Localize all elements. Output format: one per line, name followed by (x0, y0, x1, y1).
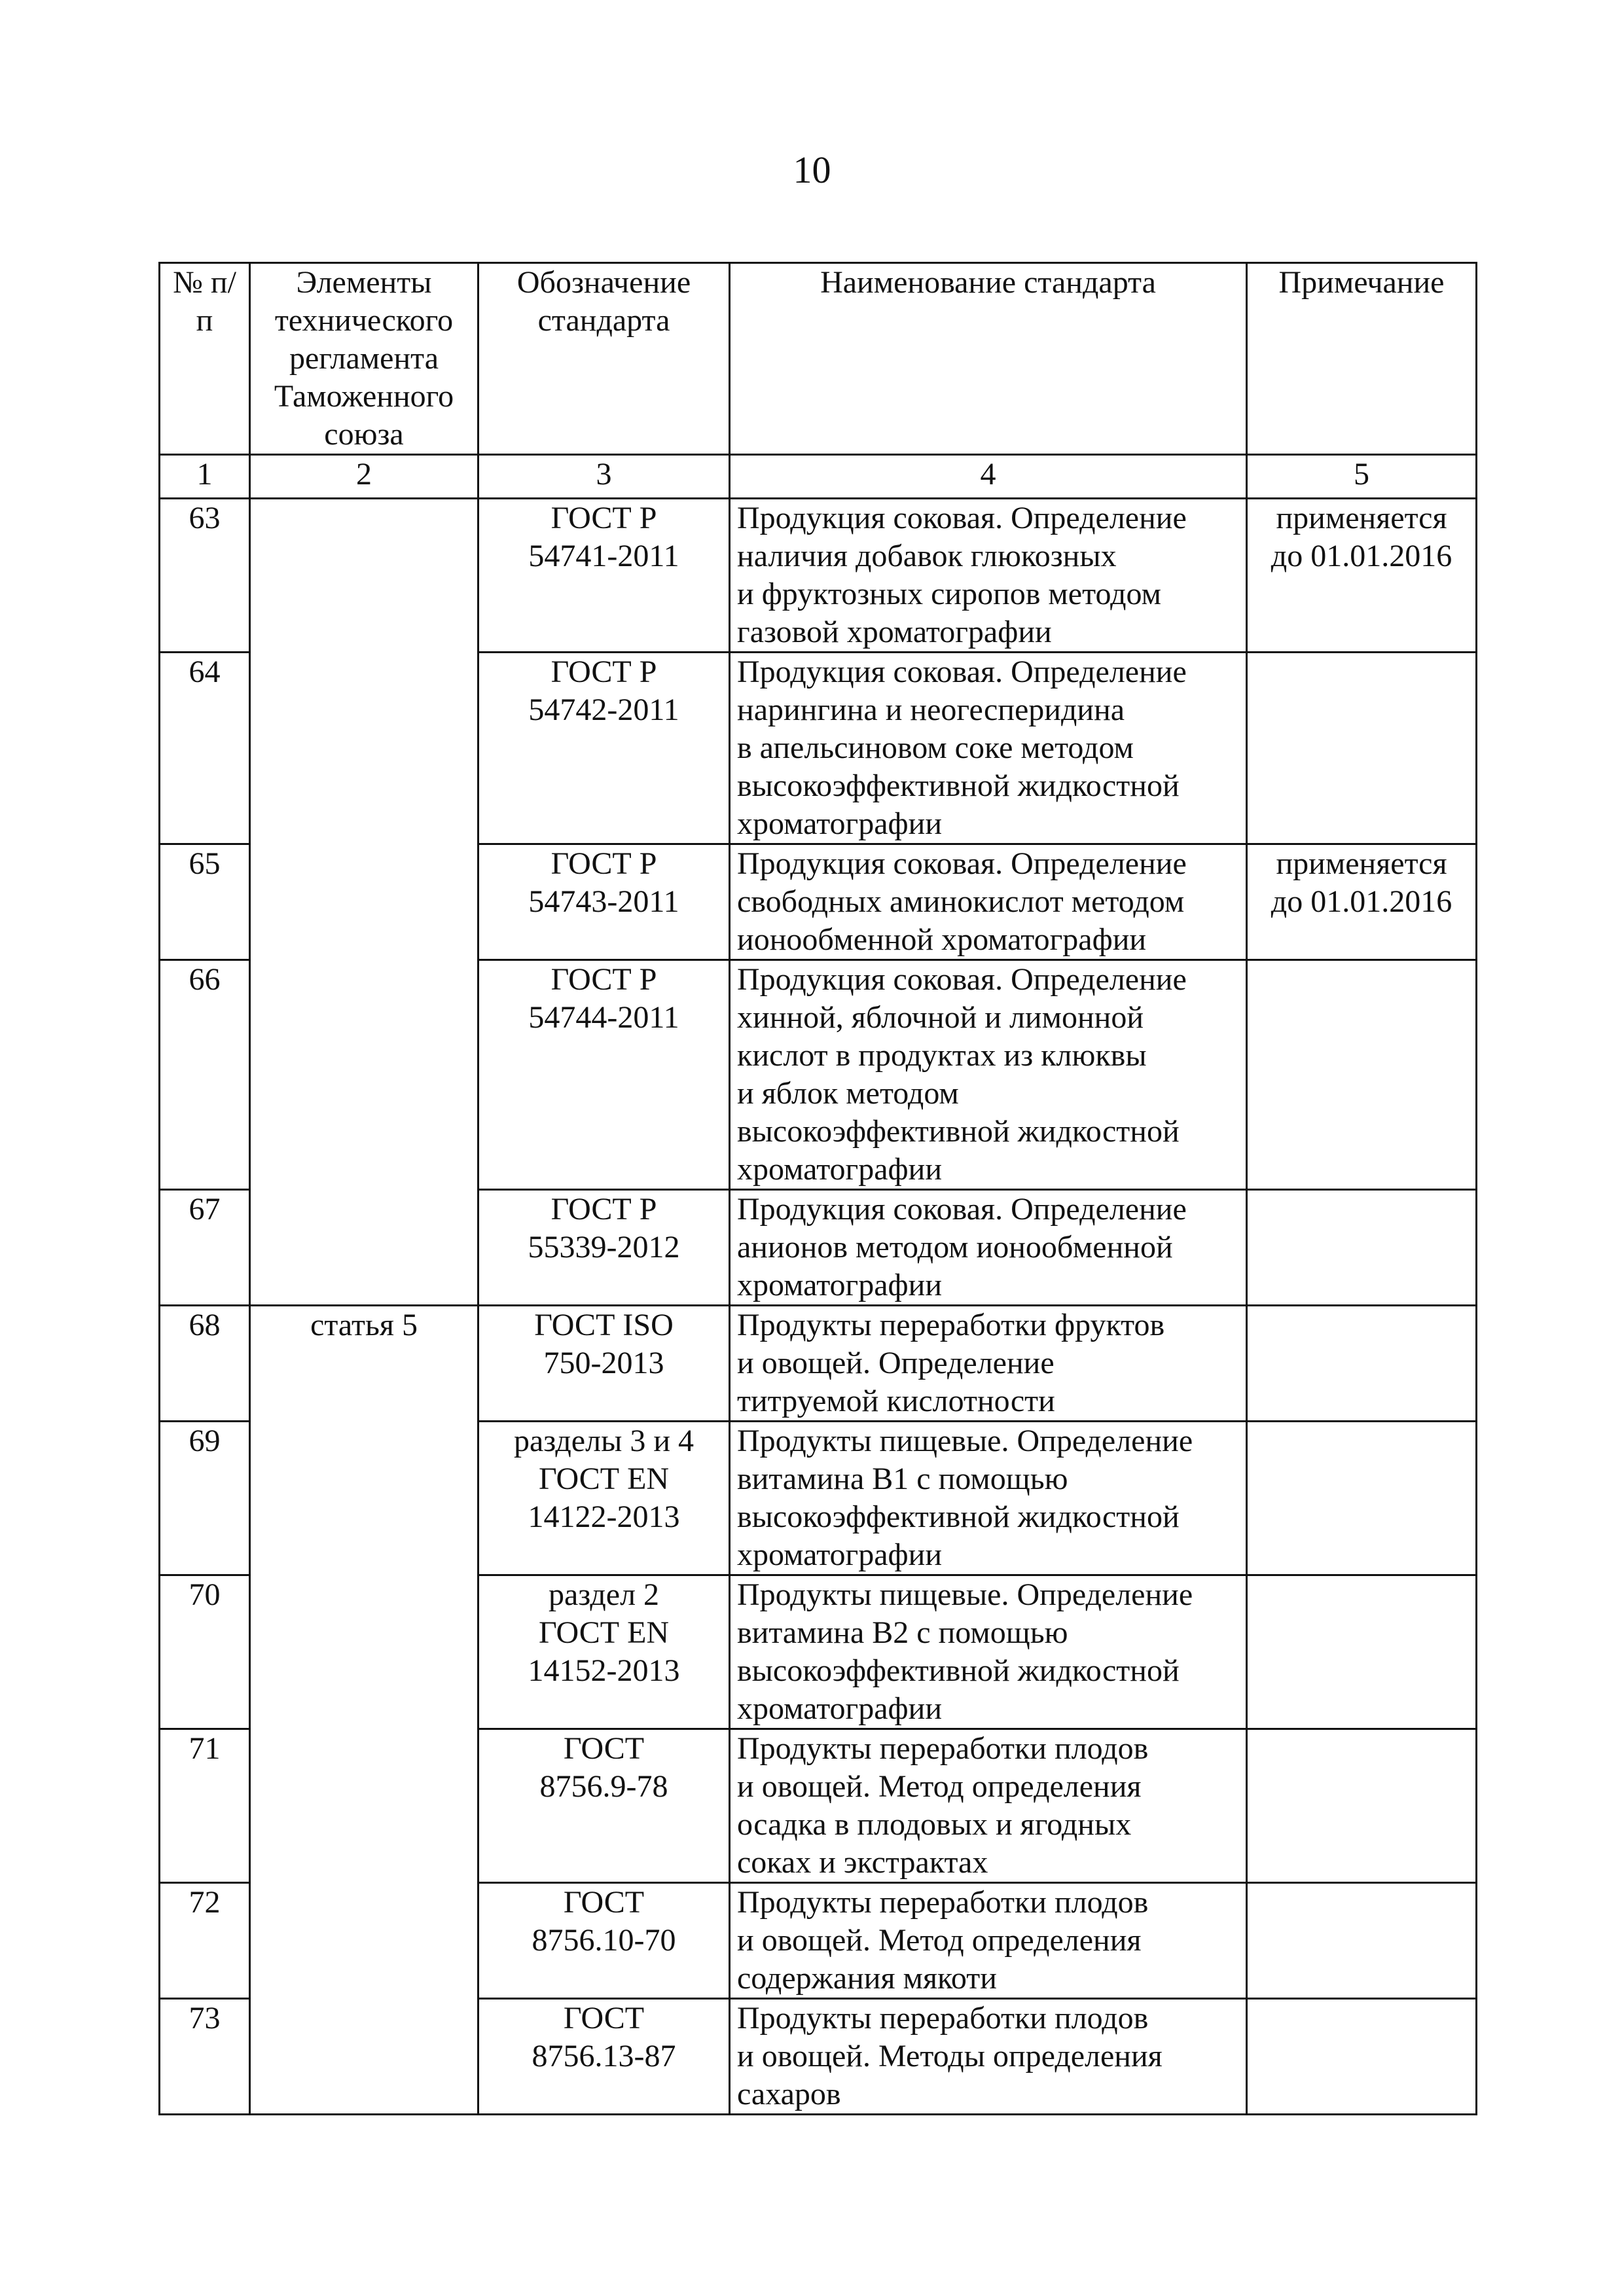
cell-line: осадка в плодовых и ягодных (737, 1807, 1132, 1842)
cell-line: и овощей. Метод определения (737, 1769, 1142, 1804)
cell-line: хинной, яблочной и лимонной (737, 1000, 1144, 1035)
regulation-element: статья 5 (250, 1306, 478, 2115)
cell-line: анионов методом ионообменной (737, 1230, 1173, 1265)
table-row (160, 1306, 1477, 1422)
standard-note (1247, 1575, 1477, 1729)
cell-line: и овощей. Определение (737, 1346, 1055, 1380)
standard-note (1247, 1729, 1477, 1883)
cell-line: 14122-2013 (528, 1499, 680, 1534)
cell-line: Продукция соковая. Определение (737, 846, 1187, 881)
cell-line: содержания мякоти (737, 1961, 997, 1996)
page-number: 10 (793, 149, 831, 191)
cell-line: 750-2013 (543, 1346, 664, 1380)
standard-name (730, 1190, 1247, 1306)
row-number: 72 (160, 1883, 250, 1999)
standard-name (730, 499, 1247, 653)
cell-line: ГОСТ (563, 2001, 645, 2036)
cell-line: ГОСТ (563, 1885, 645, 1920)
cell-line: Продукция соковая. Определение (737, 501, 1187, 535)
header-standard-name: Наименование стандарта (730, 263, 1247, 455)
column-number: 5 (1247, 455, 1477, 499)
standard-designation (478, 1729, 730, 1883)
cell-line: 54744-2011 (528, 1000, 679, 1035)
standard-designation (478, 1883, 730, 1999)
row-number: 69 (160, 1422, 250, 1575)
standard-designation (478, 960, 730, 1190)
cell-line: применяется (1276, 846, 1447, 881)
cell-line: 54742-2011 (528, 692, 679, 727)
cell-line: и яблок методом (737, 1076, 959, 1111)
cell-line: в апельсиновом соке методом (737, 730, 1134, 765)
cell-line: витамина В2 с помощью (737, 1615, 1068, 1650)
cell-line: высокоэффективной жидкостной (737, 1653, 1180, 1688)
standard-designation (478, 653, 730, 844)
standard-designation (478, 1306, 730, 1422)
cell-line: до 01.01.2016 (1271, 884, 1453, 919)
cell-line: 14152-2013 (528, 1653, 680, 1688)
header-number: № п/п (160, 263, 250, 455)
column-number: 2 (250, 455, 478, 499)
header-note: Примечание (1247, 263, 1477, 455)
cell-line: ГОСТ Р (550, 1192, 657, 1227)
standard-designation (478, 1575, 730, 1729)
cell-line: 8756.9-78 (539, 1769, 668, 1804)
standard-name (730, 1729, 1247, 1883)
cell-line: высокоэффективной жидкостной (737, 1499, 1180, 1534)
row-number: 70 (160, 1575, 250, 1729)
standard-note (1247, 1999, 1477, 2115)
table-body (160, 499, 1477, 2115)
standard-name (730, 960, 1247, 1190)
column-number: 4 (730, 455, 1247, 499)
cell-line: ГОСТ Р (550, 962, 657, 997)
standard-note (1247, 1883, 1477, 1999)
row-number: 68 (160, 1306, 250, 1422)
header-elements: Элементы технического регламента Таможенного союза (250, 263, 478, 455)
cell-line: 54743-2011 (528, 884, 679, 919)
cell-line: наличия добавок глюкозных (737, 539, 1117, 573)
standard-designation (478, 499, 730, 653)
cell-line: газовой хроматографии (737, 615, 1052, 649)
cell-line: кислот в продуктах из клюквы (737, 1038, 1147, 1073)
cell-line: 55339-2012 (528, 1230, 680, 1265)
cell-line: применяется (1276, 501, 1447, 535)
cell-line: 8756.10-70 (532, 1923, 676, 1958)
cell-line: Продукция соковая. Определение (737, 1192, 1187, 1227)
standard-note (1247, 1422, 1477, 1575)
standard-name (730, 1422, 1247, 1575)
cell-line: до 01.01.2016 (1271, 539, 1453, 573)
cell-line: Продукты пищевые. Определение (737, 1424, 1193, 1458)
standard-name (730, 1999, 1247, 2115)
row-number: 67 (160, 1190, 250, 1306)
cell-line: хроматографии (737, 1691, 943, 1726)
cell-line: ГОСТ Р (550, 655, 657, 689)
cell-line: Продукты переработки фруктов (737, 1308, 1165, 1342)
cell-line: и овощей. Метод определения (737, 1923, 1142, 1958)
standard-designation (478, 1999, 730, 2115)
standard-designation (478, 844, 730, 960)
standard-note (1247, 1306, 1477, 1422)
cell-line: раздел 2 (548, 1577, 660, 1612)
row-number: 63 (160, 499, 250, 653)
cell-line: высокоэффективной жидкостной (737, 1114, 1180, 1149)
cell-line: ионообменной хроматографии (737, 922, 1147, 957)
cell-line: соках и экстрактах (737, 1845, 988, 1880)
cell-line: ГОСТ Р (550, 846, 657, 881)
cell-line: хроматографии (737, 1268, 943, 1302)
standard-note (1247, 653, 1477, 844)
cell-line: Продукты переработки плодов (737, 1731, 1149, 1766)
cell-line: ГОСТ (563, 1731, 645, 1766)
standard-name (730, 1575, 1247, 1729)
standard-designation (478, 1190, 730, 1306)
cell-line: хроматографии (737, 1537, 943, 1572)
row-number: 65 (160, 844, 250, 960)
standards-table (158, 262, 1477, 2115)
cell-line: и овощей. Методы определения (737, 2039, 1163, 2073)
cell-line: 8756.13-87 (532, 2039, 676, 2073)
cell-line: ГОСТ EN (538, 1615, 670, 1650)
column-number: 1 (160, 455, 250, 499)
row-number: 73 (160, 1999, 250, 2115)
cell-line: 54741-2011 (528, 539, 679, 573)
cell-line: высокоэффективной жидкостной (737, 768, 1180, 803)
cell-line: Продукты пищевые. Определение (737, 1577, 1193, 1612)
standard-note (1247, 844, 1477, 960)
cell-line: нарингина и неогесперидина (737, 692, 1125, 727)
standard-note (1247, 499, 1477, 653)
standard-name (730, 844, 1247, 960)
cell-line: Продукты переработки плодов (737, 1885, 1149, 1920)
regulation-element (250, 499, 478, 1306)
row-number: 71 (160, 1729, 250, 1883)
standard-note (1247, 1190, 1477, 1306)
standard-designation (478, 1422, 730, 1575)
cell-line: хроматографии (737, 1152, 943, 1187)
column-number: 3 (478, 455, 730, 499)
standard-name (730, 1306, 1247, 1422)
standard-note (1247, 960, 1477, 1190)
cell-line: ГОСТ ISO (534, 1308, 674, 1342)
cell-line: титруемой кислотности (737, 1384, 1055, 1418)
cell-line: витамина В1 с помощью (737, 1462, 1068, 1496)
cell-line: Продукция соковая. Определение (737, 962, 1187, 997)
row-number: 64 (160, 653, 250, 844)
cell-line: и фруктозных сиропов методом (737, 577, 1161, 611)
row-number: 66 (160, 960, 250, 1190)
cell-line: ГОСТ EN (538, 1462, 670, 1496)
cell-line: Продукты переработки плодов (737, 2001, 1149, 2036)
cell-line: хроматографии (737, 806, 943, 841)
cell-line: свободных аминокислот методом (737, 884, 1185, 919)
cell-line: ГОСТ Р (550, 501, 657, 535)
cell-line: разделы 3 и 4 (513, 1424, 694, 1458)
table-row (160, 499, 1477, 653)
cell-line: сахаров (737, 2077, 841, 2111)
cell-line: Продукция соковая. Определение (737, 655, 1187, 689)
standard-name (730, 1883, 1247, 1999)
column-number-row (160, 455, 1477, 499)
table-header-row (160, 263, 1477, 455)
header-designation: Обозначение стандарта (478, 263, 730, 455)
standard-name (730, 653, 1247, 844)
